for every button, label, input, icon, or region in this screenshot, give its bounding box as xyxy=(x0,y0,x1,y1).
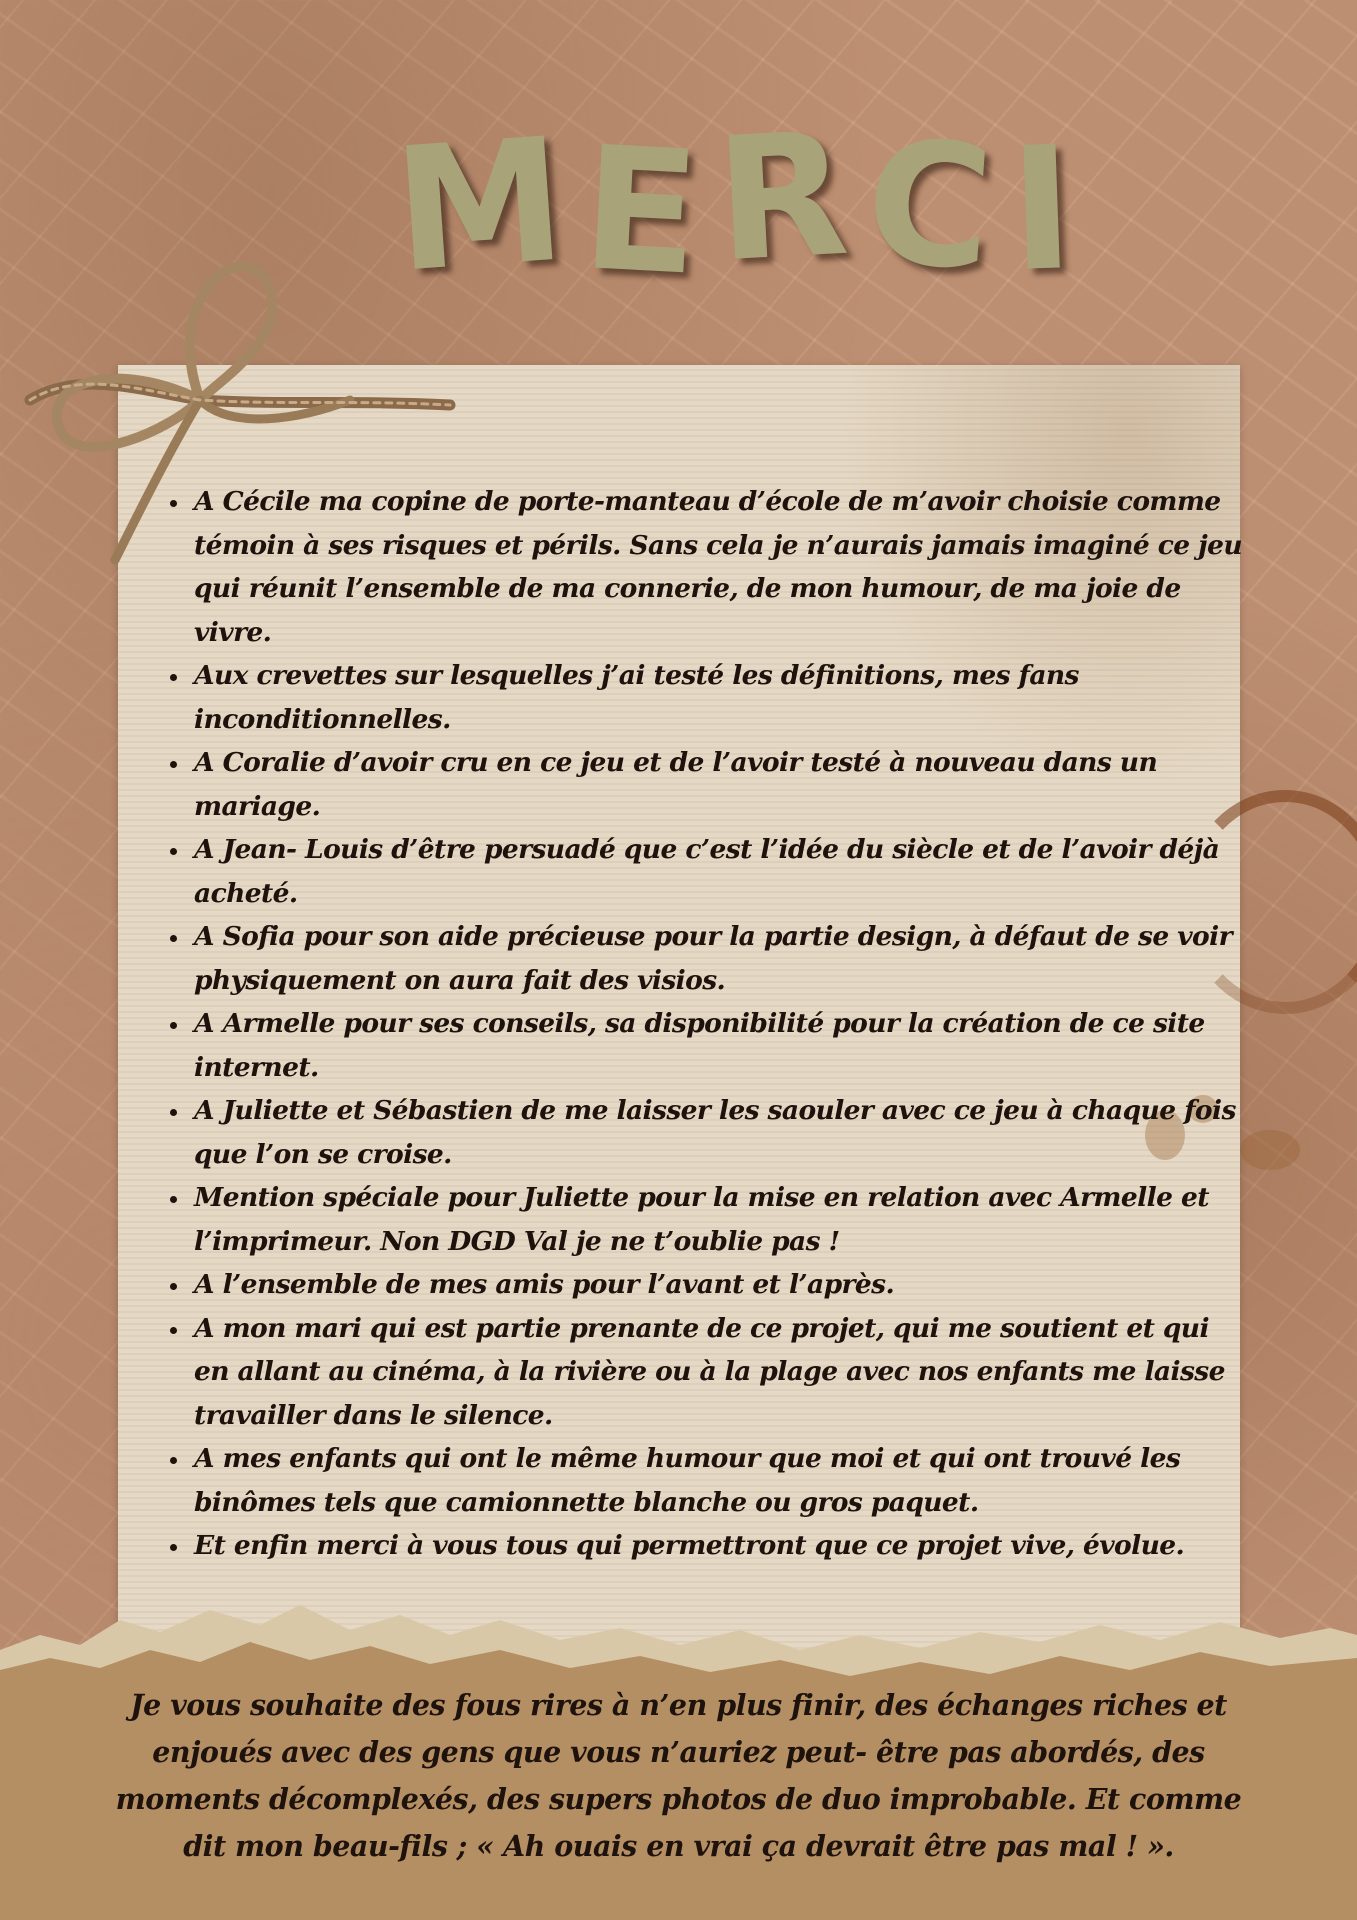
list-item: • A mes enfants qui ont le même humour que moi et qui ont trouvé les binômes tels que camionnette blanche ou gros paquet. xyxy=(190,1437,1250,1524)
list-item: • A Jean- Louis d’être persuadé que c’est l’idée du siècle et de l’avoir déjà acheté. xyxy=(190,828,1250,915)
list-item: • A Juliette et Sébastien de me laisser les saouler avec ce jeu à chaque fois que l’on se croise. xyxy=(190,1089,1250,1176)
closing-message: Je vous souhaite des fous rires à n’en plus finir, des échanges riches et enjoués avec des gens que vous n’auriez peut- être pas abordés, des moments décomplexés, des supers photos de duo improbable. Et comme dit mon beau-fils ; « Ah ouais en vrai ça devrait être pas mal ! ». xyxy=(115,1688,1242,1863)
list-item: • A Sofia pour son aide précieuse pour la partie design, à défaut de se voir physiquement on aura fait des visios. xyxy=(190,915,1250,1002)
page-title xyxy=(388,95,1079,314)
thanks-list xyxy=(158,480,1250,1568)
title-letter: R xyxy=(711,95,855,300)
list-item: • Et enfin merci à vous tous qui permettront que ce projet vive, évolue. xyxy=(190,1524,1250,1568)
title-letter: I xyxy=(1006,109,1079,310)
list-item: • Aux crevettes sur lesquelles j’ai testé les définitions, mes fans inconditionnelles. xyxy=(190,654,1250,741)
list-item: • Mention spéciale pour Juliette pour la mise en relation avec Armelle et l’imprimeur. Non DGD Val je ne t’oublie pas ! xyxy=(190,1176,1250,1263)
list-item: • A l’ensemble de mes amis pour l’avant et l’après. xyxy=(190,1263,1250,1307)
title-letter: E xyxy=(577,109,706,314)
title-letter: C xyxy=(859,102,1001,309)
list-item: • A Cécile ma copine de porte-manteau d’école de m’avoir choisie comme témoin à ses risques et périls. Sans cela je n’aurais jamais imaginé ce jeu qui réunit l’ensemble de ma connerie, de mon humour, de ma joie de vivre. xyxy=(190,480,1250,654)
list-item: • A mon mari qui est partie prenante de ce projet, qui me soutient et qui en allant au cinéma, à la rivière ou à la plage avec nos enfants me laisse travailler dans le silence. xyxy=(190,1307,1250,1438)
list-item: • A Coralie d’avoir cru en ce jeu et de l’avoir testé à nouveau dans un mariage. xyxy=(190,741,1250,828)
list-item: • A Armelle pour ses conseils, sa disponibilité pour la création de ce site internet. xyxy=(190,1002,1250,1089)
title-letter: M xyxy=(388,100,573,311)
